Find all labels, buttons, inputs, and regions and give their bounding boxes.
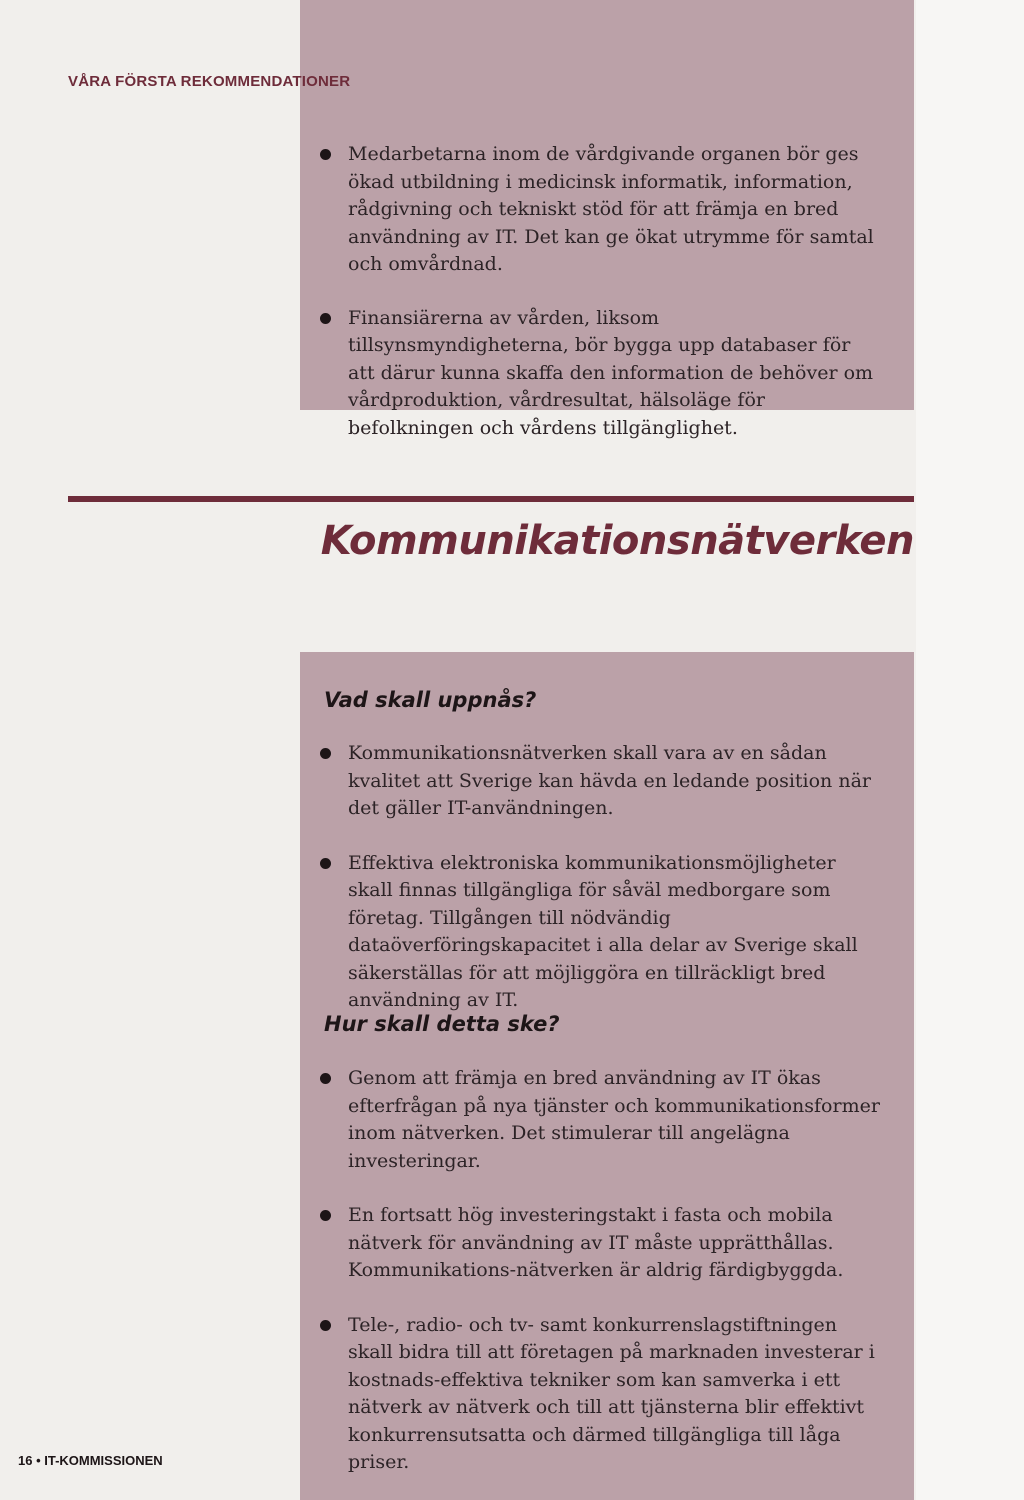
list-item: Tele-, radio- och tv- samt konkurrenslagstiftningen skall bidra till att företagen på marknaden investerar i kostnads-effektiva tekniker som kan samverka i ett nätverk av nätverk och till att tjänsterna blir effektivt konkurrensutsatta och därmed tillgängliga till låga priser.: [300, 1312, 880, 1477]
section-title: Kommunikationsnätverken: [320, 518, 914, 564]
list-item: En fortsatt hög investeringstakt i fasta och mobila nätverk för användning av IT måste upprätthållas. Kommunikations-nätverken är aldrig färdigbyggda.: [300, 1202, 880, 1285]
communication-box: [300, 652, 914, 1500]
list-item: Finansiärerna av vården, liksom tillsynsmyndigheterna, bör bygga upp databaser för att därur kunna skaffa den information de behöver om vårdproduktion, vårdresultat, hälsoläge för befolkningen och vårdens tillgänglighet.: [300, 305, 880, 443]
list-item: Genom att främja en bred användning av IT ökas efterfrågan på nya tjänster och kommunikationsformer inom nätverken. Det stimulerar till angelägna investeringar.: [300, 1065, 880, 1175]
page-edge: [916, 0, 1024, 1500]
methods-list: [300, 1065, 880, 1477]
list-item: Effektiva elektroniska kommunikationsmöjligheter skall finnas tillgängliga för såväl medborgare som företag. Tillgången till nödvändig dataöverföringskapacitet i alla delar av Sverige skall säkerställas för att möjliggöra en tillräckligt bred användning av IT.: [300, 850, 880, 1015]
recommendations-list: [300, 141, 880, 442]
running-header: VÅRA FÖRSTA REKOMMENDATIONER: [68, 73, 351, 90]
section-divider: [68, 496, 914, 502]
recommendations-box: [300, 0, 914, 439]
goals-list: [300, 740, 880, 1015]
page-footer: 16 • IT-KOMMISSIONEN: [18, 1453, 163, 1468]
methods-heading: Hur skall detta ske?: [324, 1012, 560, 1036]
goals-heading: Vad skall uppnås?: [324, 688, 537, 712]
list-item: Kommunikationsnätverken skall vara av en sådan kvalitet att Sverige kan hävda en ledande position när det gäller IT-användningen.: [300, 740, 880, 823]
list-item: Medarbetarna inom de vårdgivande organen bör ges ökad utbildning i medicinsk informatik, information, rådgivning och tekniskt stöd för att främja en bred användning av IT. Det kan ge ökat utrymme för samtal och omvårdnad.: [300, 141, 880, 279]
